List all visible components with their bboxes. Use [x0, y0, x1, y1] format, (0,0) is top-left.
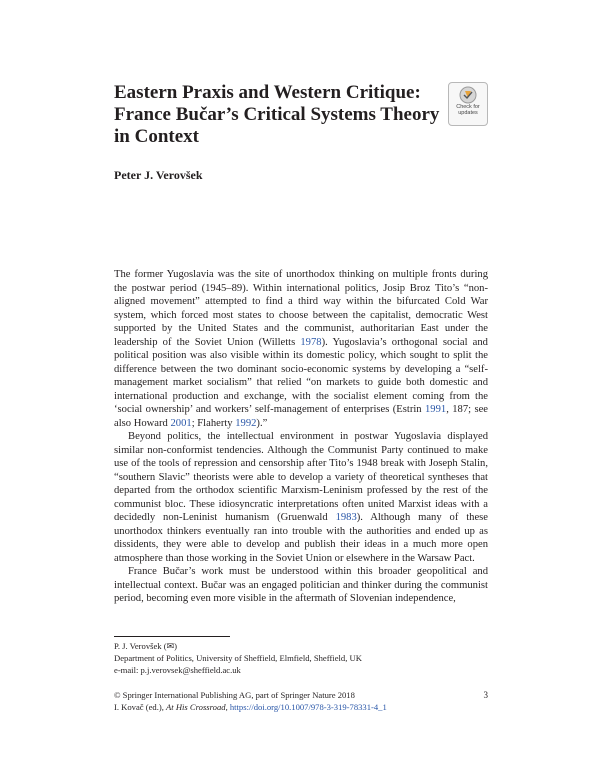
copyright-text: © Springer International Publishing AG, part of Springer Nature 2018 [114, 690, 355, 700]
citation-separator: , [225, 701, 230, 712]
page-footer [114, 690, 488, 714]
affiliation-name: P. J. Verovšek ( [114, 641, 167, 651]
citation-link[interactable]: 1978 [300, 336, 322, 348]
footnote-rule [114, 636, 230, 637]
citation-editor: I. Kovač (ed.), [114, 701, 167, 712]
affiliation-department: Department of Politics, University of Sheffield, Elmfield, Sheffield, UK [114, 652, 362, 663]
citation-link[interactable]: 2001 [170, 417, 192, 429]
p1-text-4: ; Flaherty [191, 417, 236, 429]
check-for-updates-icon [459, 86, 477, 104]
title-line-1: Eastern Praxis and Western Critique: [114, 82, 421, 103]
citation-line [114, 702, 488, 714]
p1-text-5: ).” [256, 417, 268, 429]
p3-text-1: France Bučar’s work must be understood within this broader geopolitical and intellectual context. Bučar was an engaged politician and thinker during the communist period, becoming even more visible in the aftermath of Slovenian independence, [114, 566, 488, 604]
citation-link[interactable]: 1991 [425, 404, 447, 415]
citation-book-title: At His Crossroad [166, 701, 226, 712]
copyright-line [114, 690, 488, 702]
email-label: e-mail: [114, 664, 141, 675]
body-text [114, 268, 488, 606]
chapter-title [114, 82, 444, 148]
paragraph-1 [114, 268, 488, 430]
title-line-3: in Context [114, 126, 199, 147]
paragraph-2 [114, 430, 488, 565]
p1-text-3: , 187; see also Howard [114, 404, 489, 429]
badge-label-2: updates [458, 110, 478, 116]
p1-text-1: The former Yugoslavia was the site of unorthodox thinking on multiple fronts during the postwar period (1945–89). Within international politics, Josip Broz Tito’s “non-aligned movement” attempted to find a third way within the bifurcated Cold War system, which forced most states to choose between the capitalist, democratic West supported by the United States and the communist, authoritarian East under the leadership of the Soviet Union (Willetts [114, 269, 488, 348]
citation-link[interactable]: 1992 [235, 417, 257, 429]
title-line-2: France Bučar’s Critical Systems Theory [114, 104, 440, 125]
affiliation-name-end: ) [174, 641, 178, 651]
p2-text-2: ). Although many of these unorthodox thinkers eventually ran into trouble with the authorities and ended up as dissidents, they were able to develop and publish their ideas in a much more open atmosphere than those working in the Soviet Union or elsewhere in the Warsaw Pact. [114, 512, 488, 564]
author-affiliation [114, 641, 488, 676]
email-link[interactable]: p.j.verovsek@sheffield.ac.uk [140, 664, 241, 675]
doi-link[interactable]: https://doi.org/10.1007/978-3-319-78331-4_1 [229, 701, 387, 712]
badge-label-1: Check for [456, 104, 480, 110]
p1-text-2: ). Yugoslavia’s orthogonal social and political position was also visible within its domestic policy, which sought to split the difference between the two dominant socio-economic systems by developing a “self-management market socialism” that relied “on markets to guide both domestic and international production and exchange, with the socialist element coming from the ‘social ownership’ and workers’ self-management of enterprises (Estrin [114, 336, 488, 415]
page-number: 3 [483, 690, 488, 700]
paragraph-3 [114, 565, 488, 606]
check-for-updates-badge[interactable] [448, 82, 488, 126]
affiliation-email-line [114, 665, 488, 677]
citation-link[interactable]: 1983 [335, 512, 357, 523]
p2-text-1: Beyond politics, the intellectual environment in postwar Yugoslavia displayed similar non-conformist tendencies. Although the Communist Party continued to make use of the tools of repression and censorship after Tito’s 1948 break with Joseph Stalin, “southern Slavic” theorists were able to develop a variety of theoretical syntheses that departed from the orthodox scientific Marxism-Leninism professed by the rest of the communist bloc. These idiosyncratic interpretations often united Marxist ideas with a decidedly non-Leninist humanism (Gruenwald [114, 431, 488, 523]
mail-icon: ✉ [166, 641, 175, 651]
affiliation-name-line [114, 641, 488, 653]
author-name: Peter J. Verovšek [114, 168, 203, 182]
